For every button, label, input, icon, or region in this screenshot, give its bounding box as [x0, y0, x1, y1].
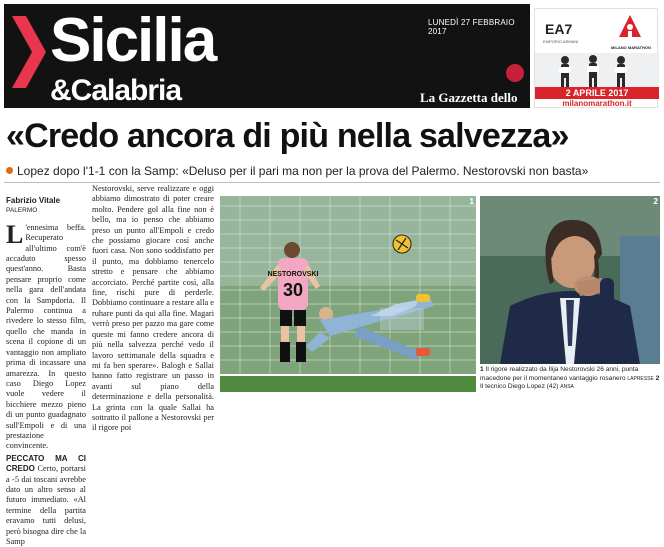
author-byline: Fabrizio Vitale	[6, 196, 61, 205]
coach-photo	[480, 196, 660, 364]
shirt-number: 30	[282, 280, 304, 300]
paragraph-text: Certo, portarsi a -5 dai toscani avrebbe dato un altro senso al futuro immediato. «Al termine della partita eravamo tutti delusi, però bisogna dire che la Samp	[6, 464, 86, 546]
ad-brand: EA7	[545, 21, 573, 37]
paragraph-text: 'ennesima beffa. Recuperato all'ultimo com'è accaduto spesso quest'anno. Basta pensare proprio come nella gara dell'andata con la Sampdoria. Il Palermo continua a rivedere lo stesso film, quello che manda in scena il copione di un vantaggio non ampliato prima di incassare una amarezza. In questo caso Diego Lopez vuole vedere il bicchiere mezzo pieno di un punto guadagnato sull'Empoli e di una prestazione convincente.	[6, 222, 86, 451]
photo-caption	[480, 366, 660, 392]
penalty-photo	[220, 196, 476, 392]
chevron-logo-icon	[12, 16, 46, 88]
ad-event: MILANO MARATHON	[611, 45, 651, 50]
photo-number-2: 2	[653, 197, 658, 206]
ad-date: 2 APRILE 2017	[535, 87, 659, 99]
issue-date: LUNEDÌ 27 FEBBRAIO 2017	[428, 18, 515, 36]
section-subhead: PECCATO MA CI CREDO	[6, 453, 86, 474]
masthead	[0, 0, 664, 121]
caption-number-2: 2	[655, 374, 660, 382]
penalty-scene-image	[220, 196, 476, 392]
article-column-1	[6, 196, 86, 547]
caption-text-1: Il rigore realizzato da Ilija Nestorovski 26 anni, punta macedone per il momentaneo vantaggio rosanero	[480, 366, 639, 382]
newspaper-name: La Gazzetta dello Sport	[420, 90, 518, 121]
drop-cap: L	[6, 219, 24, 249]
masthead-banner	[4, 4, 530, 121]
photo-number-1: 1	[469, 197, 474, 206]
subheadline	[6, 163, 658, 179]
article-paragraph	[6, 454, 86, 547]
brand-subtitle: &Calabria	[50, 74, 182, 107]
gazzetta-ball-icon	[506, 64, 524, 82]
caption-number-1: 1	[480, 366, 484, 373]
headline: «Credo ancora di più nella salvezza»	[6, 117, 569, 155]
coach-portrait-image	[480, 196, 660, 364]
divider	[4, 182, 660, 183]
brand-title: Sicilia	[50, 6, 216, 75]
ad-brand-sub: EMPORIO ARMANI	[543, 39, 579, 44]
article-paragraph	[6, 219, 86, 452]
caption-credit-2: ANSA	[560, 384, 574, 391]
caption-text-2: Il tecnico Diego Lopez (42)	[480, 383, 559, 391]
article-column-2: Nestorovski, serve realizzare e oggi abbiamo dimostrato di poter creare molto. Pendere gol alla fine non è bello, ma io penso che abbiamo preso un punto all'Empoli e credo che possiamo giocare così anche fuori casa. Non sono soddisfatto per il punto, ma dobbiamo tenercelo stretto e pensare che abbiamo accorciato. Perché partite così, alla fine, rischi pure di perderle. Dobbiamo continuare a restare alla e ruhare punti da qui alla fine. Magari verrò preso per pazzo ma gare come queste mi fanno credere ancora di più nella salvezza perché vedo il lavoro settimanale della squadra e mi fa ben sperare». Balogh e Sallai hanno fatto registrare un passo in avanti sul piano della determinazione e della personalità. La grinta con la quale Sallai ha sottratto il pallone a Nestorovski per il rigore poi	[92, 184, 214, 433]
dateline-place: PALERMO	[6, 207, 38, 215]
runners-image	[535, 53, 659, 87]
bullet-icon	[6, 167, 13, 174]
shirt-name: NESTOROVSKI	[267, 271, 319, 278]
subheadline-text: Lopez dopo l'1-1 con la Samp: «Deluso per il pari ma non per la prova del Palermo. Nestorovski non basta»	[17, 164, 589, 178]
marathon-logo-icon	[619, 15, 641, 45]
caption-credit-1: LAPRESSE	[627, 375, 654, 382]
advertisement[interactable]	[534, 8, 658, 108]
ad-url[interactable]: milanomarathon.it	[562, 99, 632, 108]
